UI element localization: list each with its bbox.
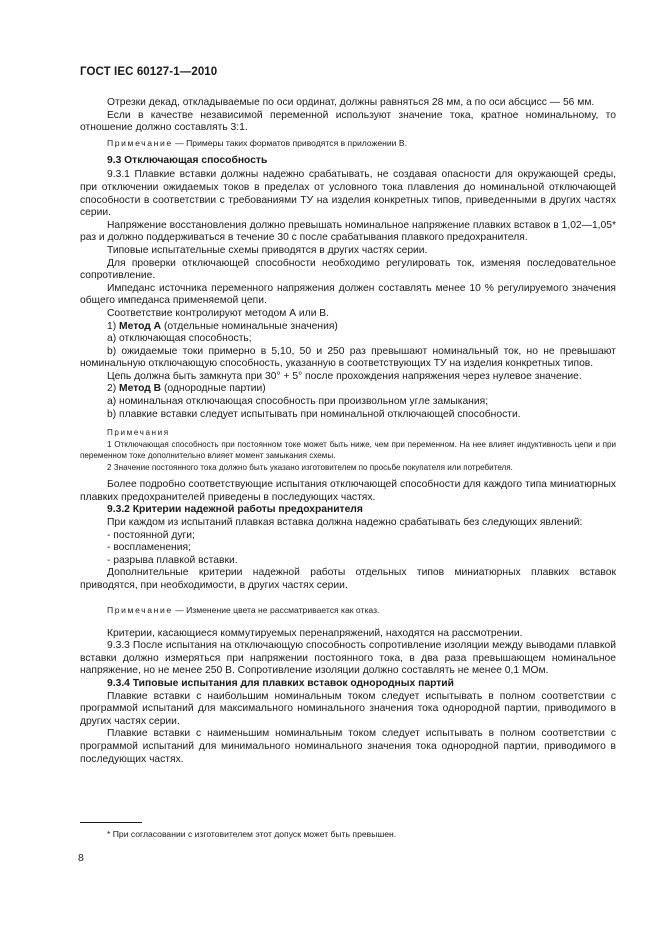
note-label: Примечание xyxy=(107,137,173,148)
notes-label: Примечания xyxy=(107,428,170,438)
method-b-heading xyxy=(80,383,616,396)
method-b-item-a: a) номинальная отключающая способность при произвольном угле замыкания; xyxy=(107,396,489,408)
list-item-ignition: - воспламенения; xyxy=(107,542,191,554)
paragraph-current-regulation: Для проверки отключающей способности необходимо регулировать ток, изменяя последовательное сопротивление. xyxy=(80,257,616,282)
page-number: 8 xyxy=(78,852,84,864)
paragraph-recovery-voltage: Напряжение восстановления должно превышать номинальное напряжение плавких вставок в 1,02—1,05* раз и должно поддерживаться в течение 30 с после срабатывания плавкого предохранителя. xyxy=(80,219,616,244)
paragraph-axis-decades: Отрезки декад, откладываемые по оси ординат, должны равняться 28 мм, а по оси абсцисс — 56 мм. xyxy=(107,97,595,108)
note-label: Примечание xyxy=(107,604,173,615)
method-a-item-b: b) ожидаемые токи примерно в 5,10, 50 и 250 раз превышают номинальный ток, но не превышают номинальную отключающую способность, указанную в соответствующих ТУ на изделия конкретных типов. xyxy=(80,345,616,370)
list-item-rupture: - разрыва плавкой вставки. xyxy=(107,554,238,566)
method-a-heading xyxy=(80,321,616,334)
paragraph-source-impedance: Импеданс источника переменного напряжения должен составлять менее 10 % регулируемого значения общего импеданса применяемой цепи. xyxy=(80,282,616,307)
paragraph-9-3-3: 9.3.3 После испытания на отключающую способность сопротивление изоляции между выводами плавкой вставки должно измеряться при напряжении постоянного тока, в два раза превышающем номинальное напряжение, но не менее 250 В. Сопротивление изоляции должно составлять не менее 0,1 МОм. xyxy=(80,640,616,677)
document-body xyxy=(80,97,616,766)
method-a-number: 1) xyxy=(107,320,120,332)
paragraph-highest-rated: Плавкие вставки с наибольшим номинальным током следует испытывать в полном соответствии с программой испытаний для максимального номинального значения тока однородной партии, приводимого в других частях серии. xyxy=(80,690,616,727)
paragraph-each-test: При каждом из испытаний плавкая вставка должна надежно срабатывать без следующих явлений: xyxy=(107,517,583,529)
note-text: — Изменение цвета не рассматривается как отказ. xyxy=(172,604,380,615)
section-heading-9-3: 9.3 Отключающая способность xyxy=(107,154,268,166)
page-header-title: ГОСТ IEC 60127-1—2010 xyxy=(80,66,218,78)
method-a-description: (отдельные номинальные значения) xyxy=(161,320,338,332)
paragraph-test-circuits: Типовые испытательные схемы приводятся в других частях серии. xyxy=(107,244,428,256)
section-heading-9-3-4: 9.3.4 Типовые испытания для плавких вставок однородных партий xyxy=(107,677,454,689)
paragraph-lowest-rated: Плавкие вставки с наименьшим номинальным током следует испытывать в полном соответствии с программой испытаний для минимального номинального значения тока однородной партии, приводимого в последующих частях. xyxy=(80,728,616,765)
paragraph-overvoltage-criteria: Критерии, касающиеся коммутируемых перенапряжений, находятся на рассмотрении. xyxy=(107,627,523,639)
method-a-title: Метод А xyxy=(119,320,162,332)
note-dc-value: 2 Значение постоянного тока должно быть указано изготовителем по просьбе покупателя или потребителя. xyxy=(107,462,513,472)
footnote-divider xyxy=(80,822,142,823)
note-formats xyxy=(80,138,616,149)
paragraph-9-3-1: 9.3.1 Плавкие вставки должны надежно срабатывать, не создавая опасности для окружающей среды, при отключении ожидаемых токов в пределах от условного тока плавления до номинальной отключающей способности в соответствии с требованиями ТУ на изделия конкретных типов, приведенными в других частях серии. xyxy=(80,169,616,219)
section-heading-9-3-2: 9.3.2 Критерии надежной работы предохранителя xyxy=(107,504,363,516)
paragraph-more-details: Более подробно соответствующие испытания отключающей способности для каждого типа миниатюрных плавких предохранителей приведены в последующих частях. xyxy=(80,479,616,503)
list-item-arc: - постоянной дуги; xyxy=(107,529,195,541)
method-a-item-a: a) отключающая способность; xyxy=(107,333,252,345)
method-b-number: 2) xyxy=(107,383,120,395)
paragraph-circuit-closing: Цепь должна быть замкнута при 30° + 5° после прохождения напряжения через нулевое значение. xyxy=(107,370,582,382)
note-color-change xyxy=(80,605,616,616)
paragraph-compliance-methods: Соответствие контролируют методом А или В. xyxy=(107,307,330,319)
paragraph-additional-criteria: Дополнительные критерии надежной работы отдельных типов миниатюрных плавких вставок приводятся, при необходимости, в других частях серии. xyxy=(80,567,616,591)
paragraph-current-ratio: Если в качестве независимой переменной используют значение тока, кратное номинальному, то отношение должно составлять 3:1. xyxy=(80,109,616,134)
note-text: — Примеры таких форматов приводятся в приложении В. xyxy=(172,137,407,148)
note-dc-capacity: 1 Отключающая способность при постоянном токе может быть ниже, чем при переменном. На нее влияет индуктивность цепи и при переменном токе дополнительно влияет момент замыкания схемы. xyxy=(80,439,616,461)
footnote: * При согласовании с изготовителем этот допуск может быть превышен. xyxy=(107,829,397,839)
method-b-item-b: b) плавкие вставки следует испытывать при номинальной отключающей способности. xyxy=(107,408,521,420)
method-b-description: (однородные партии) xyxy=(161,383,266,395)
method-b-title: Метод В xyxy=(119,383,162,395)
spacer xyxy=(80,593,616,602)
